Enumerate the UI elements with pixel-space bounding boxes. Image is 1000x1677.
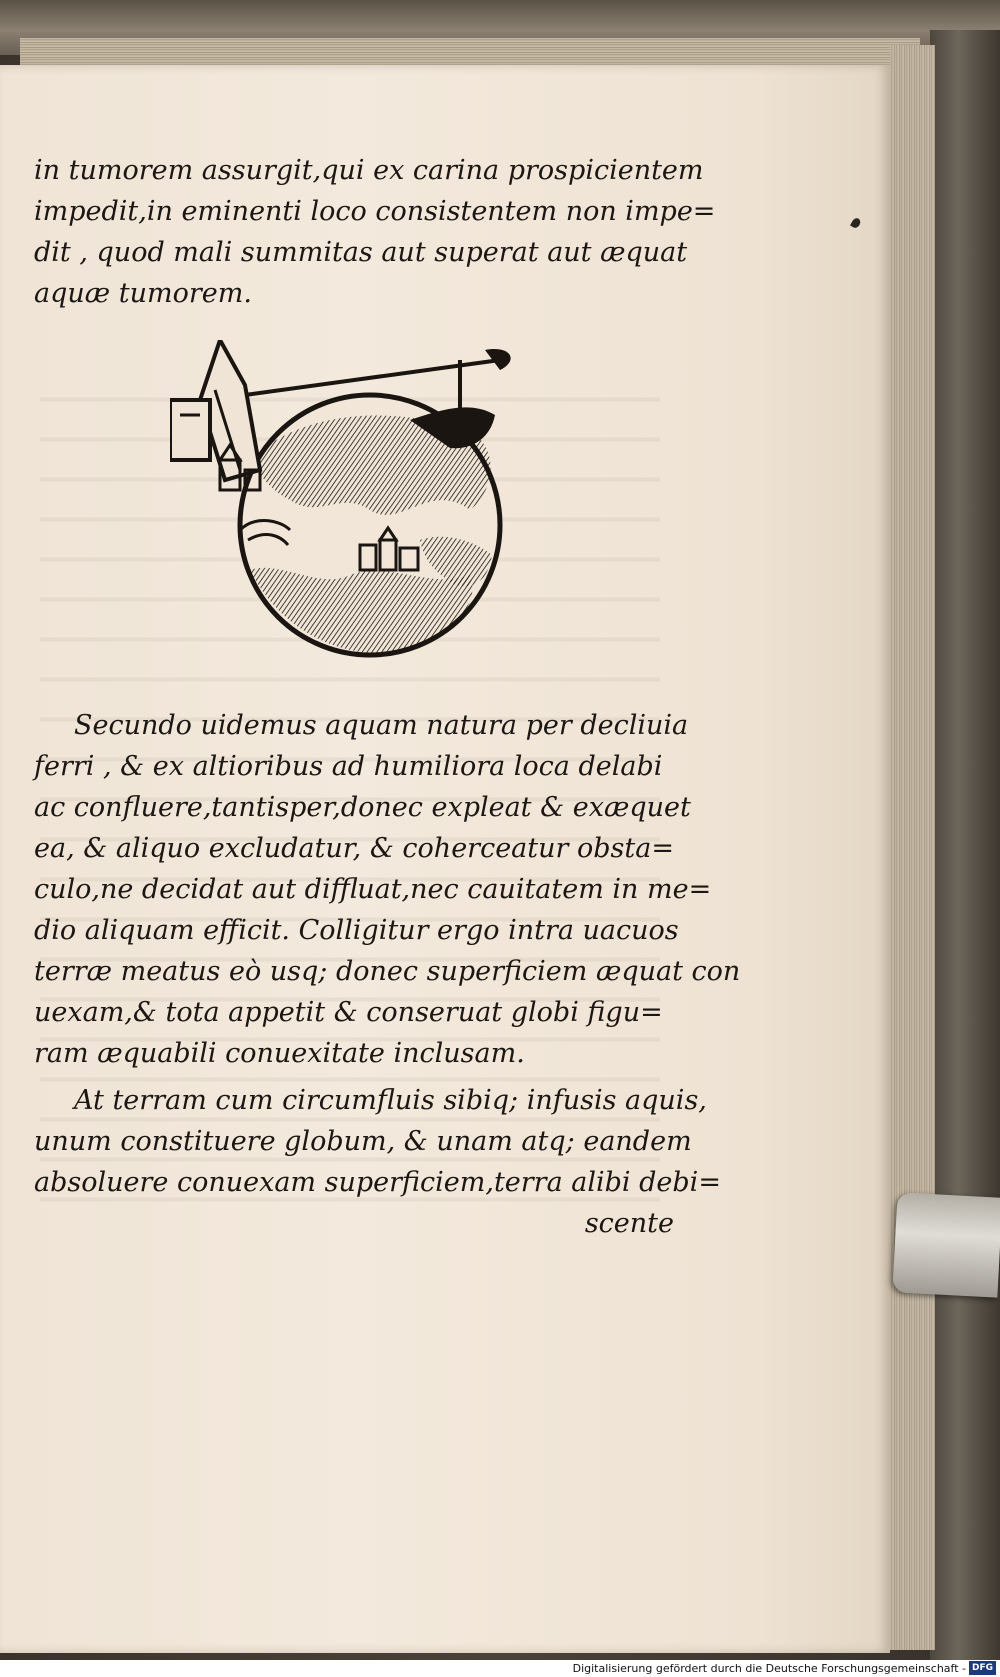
dfg-logo: DFG <box>969 1661 996 1675</box>
tower-icon <box>170 340 260 480</box>
text-line: terræ meatus eò usq; donec superficiem æquat con <box>34 956 741 987</box>
book-cover-right <box>930 30 1000 1660</box>
catchword: scente <box>584 1208 674 1239</box>
text-line: unum constituere globum, & unam atq; eandem <box>34 1126 692 1157</box>
text-block-middle <box>34 705 741 1074</box>
text-line: dit , quod mali summitas aut superat aut æquat <box>34 237 688 268</box>
text-line: in tumorem assurgit,qui ex carina prospicientem <box>34 155 704 186</box>
text-line: uexam,& tota appetit & conseruat globi figu= <box>34 997 663 1028</box>
text-block-bottom <box>34 1080 721 1244</box>
page-edges-top <box>20 38 920 68</box>
page-clip-tab <box>892 1192 1000 1297</box>
text-line: ram æquabili conuexitate inclusam. <box>34 1038 525 1069</box>
page-edges-right <box>890 45 935 1650</box>
text-line: Secundo uidemus aquam natura per decliuia <box>74 710 689 741</box>
text-line: ac confluere,tantisper,donec expleat & exæquet <box>34 792 691 823</box>
globe-woodcut-illustration <box>170 340 560 670</box>
text-line: At terram cum circumfluis sibiq; infusis aquis, <box>74 1085 707 1116</box>
text-line: impedit,in eminenti loco consistentem non impe= <box>34 196 716 227</box>
footer-credit: Digitalisierung gefördert durch die Deutsche Forschungsgemeinschaft - <box>572 1662 966 1675</box>
text-line: culo,ne decidat aut diffluat,nec cauitatem in me= <box>34 874 712 905</box>
text-block-top <box>34 150 716 314</box>
land-hatching <box>250 568 472 653</box>
text-line: dio aliquam efficit. Colligitur ergo intra uacuos <box>34 915 679 946</box>
text-line: ea, & aliquo excludatur, & coherceatur obsta= <box>34 833 674 864</box>
text-line: ferri , & ex altioribus ad humiliora loca delabi <box>34 751 663 782</box>
text-line: aquæ tumorem. <box>34 278 252 309</box>
text-line: absoluere conuexam superficiem,terra alibi debi= <box>34 1167 721 1198</box>
